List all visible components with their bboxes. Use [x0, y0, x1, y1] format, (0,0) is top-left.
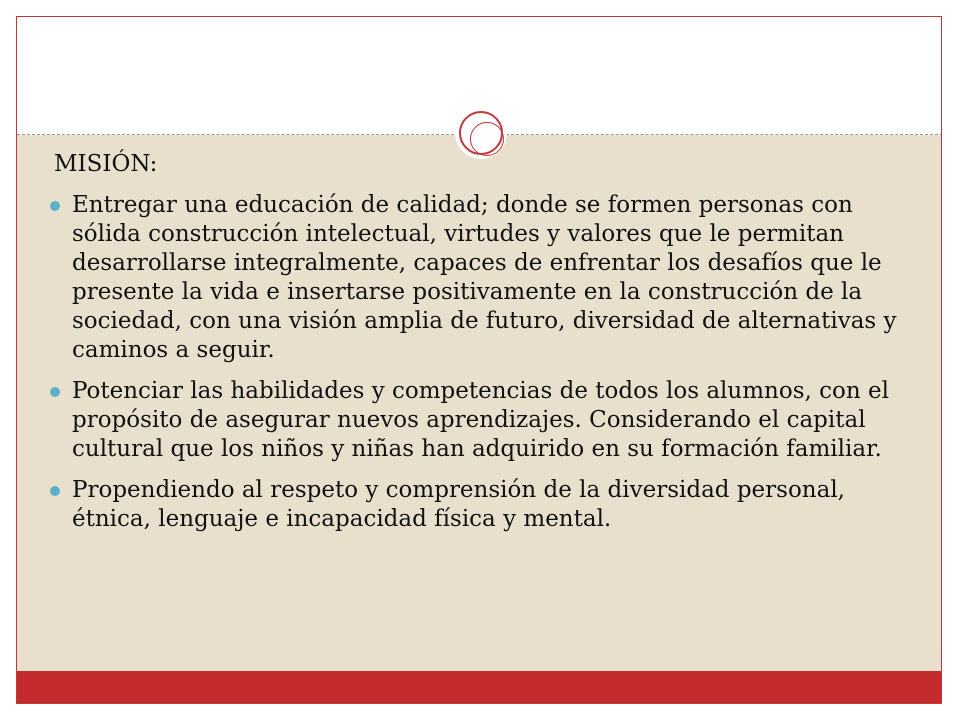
mission-bullet-list [54, 191, 910, 534]
bullet-text: Propendiendo al respeto y comprensión de la diversidad personal, étnica, lenguaje e incapacidad física y mental. [72, 477, 845, 532]
bullet-text: Entregar una educación de calidad; donde se formen personas con sólida construcción intelectual, virtudes y valores que le permitan desarrollarse integralmente, capaces de enfrentar los desafíos que le presente la vida e insertarse positivamente en la construcción de la sociedad, con una visión amplia de futuro, diversidad de alternativas y caminos a seguir. [72, 192, 897, 363]
ornament-outer-ring [459, 111, 503, 155]
mission-heading: MISIÓN: [54, 151, 158, 177]
round-bullet-icon [50, 486, 60, 496]
bullet-text: Potenciar las habilidades y competencias de todos los alumnos, con el propósito de asegurar nuevos aprendizajes. Considerando el capital cultural que los niños y niñas han adquirido en su formación familiar. [72, 378, 889, 462]
round-bullet-icon [50, 387, 60, 397]
bullet-item [54, 377, 910, 464]
round-bullet-icon [50, 201, 60, 211]
bullet-item [54, 476, 910, 534]
footer-bar [17, 671, 942, 704]
body-text [54, 150, 910, 546]
bullet-item [54, 191, 910, 365]
